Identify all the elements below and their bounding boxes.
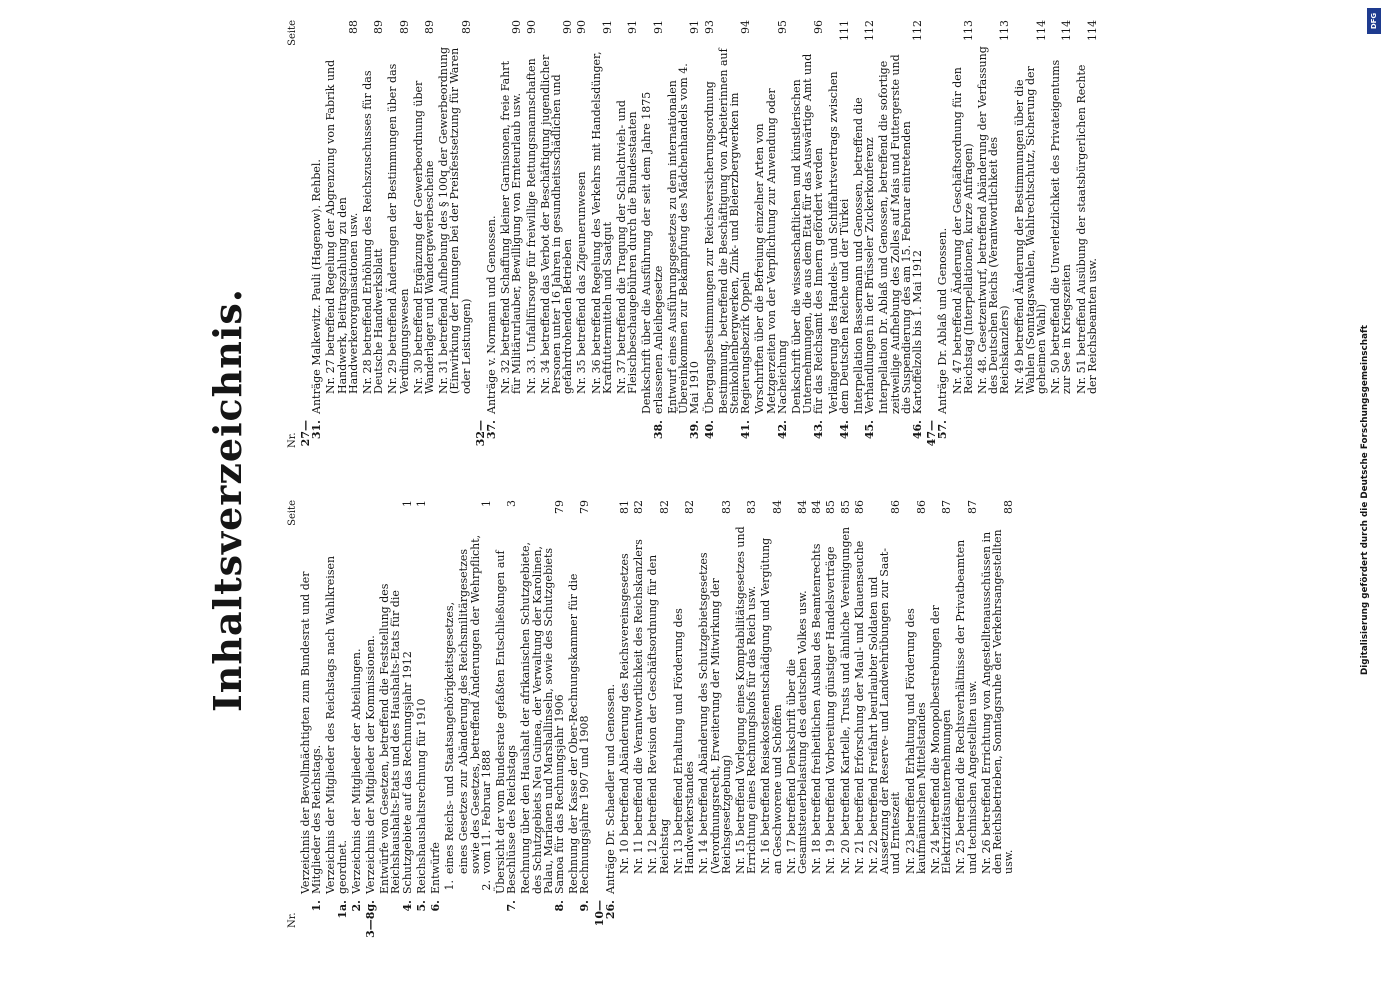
toc-entry	[351, 500, 362, 940]
entry-page: 79	[553, 500, 567, 514]
toc-entry	[325, 20, 359, 460]
toc-column-left	[283, 500, 1014, 940]
toc-entry	[760, 500, 782, 940]
column-header	[283, 500, 300, 940]
entry-title: Nr. 33. Unfallfürsorge für freiwillige Rettungsmannschaften	[524, 58, 538, 394]
entry-title: Bestimmung, betreffend die Beschäftigung von Arbeiterinnen auf Steinkohlenbergwerken, Zink- und Bleierzbergwerken im Regierungsbezirk Oppeln	[716, 48, 753, 414]
entry-title: Nr. 37 betreffend die Tragung der Schlachtvieh- und Fleischbeschaugebühren durch die Bundesstaaten	[615, 100, 640, 394]
entry-number: 3—8g.	[364, 900, 378, 938]
toc-entry	[520, 500, 565, 940]
nr-header: Nr.	[287, 432, 298, 448]
dfg-logo	[1367, 8, 1381, 34]
entry-title: Entwürfe von Gesetzen, betreffend die Feststellung des Reichshaushalts-Etats und des Haushalts-Etats für die Schutzgebiete auf das Rechnungsjahr 1912	[378, 583, 414, 894]
entry-title: Verzeichnis der Mitglieder der Abteilungen.	[349, 648, 363, 894]
toc-entry	[540, 20, 574, 460]
entry-page: 1	[400, 500, 414, 507]
entry-page: 84	[810, 500, 824, 514]
entry-number: 2.	[349, 900, 363, 912]
toc-entry	[475, 20, 497, 460]
toc-entry	[704, 20, 715, 460]
entry-page: 86	[889, 500, 903, 514]
toc-entry	[413, 20, 435, 460]
entry-title: Nr. 17 betreffend Denkschrift über die Gesamtsteuerbelastung des deutschen Volkes usw.	[784, 590, 809, 874]
entry-number: 1a.	[335, 900, 349, 919]
entry-title: Verzeichnis der Mitglieder des Reichstags nach Wahlkreisen geordnet.	[324, 555, 349, 894]
toc-entry	[905, 500, 927, 940]
entry-page: 112	[863, 20, 877, 41]
entry-title: Nr. 31 betreffend Aufhebung des § 100q der Gewerbeordnung (Einwirkung der Innungen bei der Preisfestsetzung für Waren oder Leistungen)	[437, 46, 473, 394]
toc-entry	[458, 500, 492, 940]
entry-number: 8.	[553, 900, 567, 912]
entry-number: 44.	[837, 420, 851, 440]
toc-entry	[718, 20, 752, 460]
toc-entry	[930, 500, 952, 940]
entry-title: Nr. 34 betreffend das Verbot der Beschäftigung jugendlicher Personen unter 16 Jahren in gesundheitsschädlichen und gefahrdrohenden Betrieben	[538, 54, 575, 394]
entry-title: Nr. 50 betreffend die Unverletzlichkeit des Privateigentums zur See in Kriegszeiten	[1049, 59, 1074, 394]
entry-page: 93	[702, 20, 716, 34]
entry-page: 89	[423, 20, 437, 34]
entry-page: 96	[812, 20, 826, 34]
toc-entry	[735, 500, 757, 940]
entry-title: Anträge Malkewitz. Pauli (Hagenow). Rehbel.	[310, 159, 324, 414]
entry-title: Anträge Dr. Schaedler und Genossen.	[603, 684, 617, 894]
toc-entries-right	[300, 20, 1098, 460]
entry-title: Nr. 30 betreffend Ergänzung der Gewerbeordnung über Wanderlager und Wandergewerbescheine	[411, 80, 437, 394]
entry-number: 6.	[429, 900, 443, 912]
dfg-logo-text: DFG	[1370, 12, 1378, 30]
entry-page: 89	[397, 20, 411, 34]
page-title: Inhaltsverzeichnis.	[205, 288, 250, 712]
entry-title: Nr. 11 betreffend die Verantwortlichkeit des Reichskanzlers	[632, 539, 646, 874]
entry-page: 90	[510, 20, 524, 34]
entry-title: Entwurf eines Ausführungsgesetzes zu dem internationalen Übereinkommen zur Bekämpfung des Mädchenhandels vom 4. Mai 1910	[665, 63, 702, 414]
toc-entry	[500, 20, 522, 460]
entry-number: 27—31.	[299, 420, 324, 447]
entry-title: Anträge v. Normann und Genossen.	[485, 215, 499, 414]
toc-entry	[977, 20, 1011, 460]
entry-title: Nr. 16 betreffend Reisekostenentschädigung und Vergütung an Geschworene und Schöffen	[759, 537, 784, 874]
entry-title: Rechnung der Kasse der Ober-Rechnungskammer für die Rechnungsjahre 1907 und 1908	[567, 573, 592, 894]
entry-title: Nr. 20 betreffend Kartelle, Trusts und ähnliche Vereinigungen	[838, 526, 852, 874]
entry-page: 91	[651, 20, 665, 34]
entry-number: 7.	[505, 900, 519, 912]
toc-entry	[300, 20, 322, 460]
entry-title: Nr. 19 betreffend Vorbereitung günstiger Handelsverträge	[824, 546, 838, 874]
entry-title: Nr. 14 betreffend Abänderung des Schutzgebietsgesetzes (Verordnungsrecht, Erweiterung der Mitwirkung der Reichsgesetzgebung)	[697, 552, 733, 874]
toc-entry	[300, 500, 322, 940]
toc-entry	[591, 20, 613, 460]
toc-entry	[828, 20, 850, 460]
entry-page: 113	[961, 20, 975, 41]
toc-entry	[387, 20, 409, 460]
entry-page: 88	[346, 20, 360, 34]
toc-entry	[853, 20, 875, 460]
entry-page: 89	[372, 20, 386, 34]
entry-page: 85	[838, 500, 852, 514]
entry-title: Rechnung über den Haushalt der afrikanischen Schutzgebiete, des Schutzgebiets Neu Guinea, der Verwaltung der Karolinen, Palau, Marianen und Marshallinseln, sowie des Schutzgebiets Samoa für das Rechnungsjahr 1906	[519, 542, 567, 894]
toc-entry	[647, 500, 669, 940]
entry-title: Nr. 48. Gesetzentwurf, betreffend Abänderung der Verfassung des Deutschen Reichs (Verantwortlichkeit des Reichskanzlers)	[975, 46, 1012, 394]
entry-title: eines Reichs- und Staatsangehörigkeitsgesetzes,	[443, 601, 457, 874]
entry-title: Nr. 22 betreffend Freifahrt beurlaubter Soldaten und Aussetzung der Reserve- und Landwehrübungen zur Saat- und Ernteszeit	[866, 547, 903, 874]
entry-title: eines Gesetzes zur Abänderung des Reichsmilitärgesetzes sowie des Gesetzes, betreffend Änderungen der Wehrpflicht, vom 11. Februar 1888	[457, 534, 493, 874]
toc-entries-left	[300, 500, 1014, 940]
entry-page: 87	[965, 500, 979, 514]
entry-number: 43.	[812, 420, 826, 440]
toc-entry	[362, 20, 384, 460]
entry-number: 41.	[739, 420, 753, 440]
entry-page: 90	[575, 20, 589, 34]
entry-title: Verzeichnis der Mitglieder der Kommissionen.	[364, 635, 378, 894]
toc-entry	[754, 20, 788, 460]
entry-page: 86	[914, 500, 928, 514]
entry-page: 91	[688, 20, 702, 34]
toc-entry	[811, 500, 822, 940]
toc-entry	[673, 500, 695, 940]
toc-entry	[325, 500, 347, 940]
entry-page: 95	[775, 20, 789, 34]
entry-title: Interpellation Dr. Ablaß und Genossen, betreffend die sofortige zeitweilige Aufhebung des Zolles auf Mais und Futtergerste und die Suspendierung des am 15. Februar eintretenden Kartoffelzolls bis 1. Mai 1912	[877, 54, 924, 414]
toc-entry	[495, 500, 517, 940]
entry-title: Nr. 25 betreffend die Rechtsverhältnisse der Privatbeamten und technischen Angestellten usw.	[954, 539, 979, 874]
toc-entry	[365, 500, 376, 940]
entry-page: 82	[683, 500, 697, 514]
entry-page: 1	[479, 500, 493, 507]
entry-number: 2.	[479, 880, 493, 891]
entry-number: 38.	[651, 420, 665, 440]
entry-title: Interpellation Bassermann und Genossen, betreffend die Verhandlungen in der Brüsseler Zuckerkonferenz	[851, 97, 877, 414]
entry-page: 86	[852, 500, 866, 514]
entry-page: 1	[414, 500, 428, 507]
toc-entry	[791, 20, 825, 460]
entry-title: Nr. 49 betreffend Änderung der Bestimmungen über die Wahlen (Sonntagswahlen, Wahlrechtschutz, Sicherung der geheimen Wahl)	[1012, 66, 1048, 394]
entry-page: 87	[940, 500, 954, 514]
toc-entry	[952, 20, 974, 460]
entry-title: Nr. 24 betreffend die Monopolbestrebungen der Elektrizitätsunternehmungen	[928, 605, 954, 874]
entry-title: Denkschrift über die wissenschaftlichen und künstlerischen Unternehmungen, die aus dem Etat für das Auswärtige Amt und für das Reichsamt des Innern gefördert werden	[789, 53, 826, 414]
toc-entry	[955, 500, 977, 940]
toc-entry	[786, 500, 808, 940]
entry-title: Vorschriften über die Befreiung einzelner Arten von Metzgerzeiten von der Verpflichtung zur Anwendung oder Nacheichung	[753, 88, 789, 414]
seite-header: Seite	[287, 500, 298, 526]
toc-entry	[633, 500, 644, 940]
entry-title: Nr. 51 betreffend Ausübung der staatsbürgerlichen Rechte der Reichsbeamten usw.	[1074, 64, 1099, 394]
entry-title: Nr. 35 betreffend das Zigeunerunwesen	[575, 171, 589, 394]
entry-title: Denkschrift über die Ausführung der seit dem Jahre 1875 erlassenen Anleihegesetze	[640, 91, 665, 414]
entry-page: 79	[578, 500, 592, 514]
entry-title: Nr. 18 betreffend freiheitlichen Ausbau des Beamtenrechts	[810, 543, 824, 874]
entry-title: Nr. 26 betreffend Errichtung von Angestelltenausschüssen in den Reichsbetrieben, Sonntagsruhe der Verkehrsangestellten usw.	[979, 529, 1016, 874]
toc-entry	[444, 500, 455, 940]
entry-title: Nr. 32 betreffend Schaffung kleiner Garnisonen, freie Fahrt für Militärurlauber, Bewilligung von Ernteurlaub usw.	[499, 61, 524, 394]
entry-page: 84	[795, 500, 809, 514]
entry-page: 82	[657, 500, 671, 514]
toc-entry	[568, 500, 590, 940]
toc-entry	[619, 500, 630, 940]
entry-page: 81	[618, 500, 632, 514]
entry-number: 45.	[863, 420, 877, 440]
entry-page: 113	[998, 20, 1012, 41]
entry-page: 88	[1002, 500, 1016, 514]
toc-entry	[1050, 20, 1072, 460]
entry-title: Nr. 23 betreffend Erhaltung und Förderung des kaufmännischen Mittelstandes	[903, 608, 928, 874]
toc-entry	[981, 500, 1015, 940]
entry-page: 114	[1085, 20, 1099, 41]
entry-title: Nr. 12 betreffend Revision der Geschäftsordnung für den Reichstag	[646, 554, 671, 874]
entry-page: 83	[745, 500, 759, 514]
entry-page: 90	[561, 20, 575, 34]
toc-entry	[641, 20, 663, 460]
entry-title: Nr. 15 betreffend Vorlegung eines Komptabilitätsgesetzes und Errichtung eines Rechnungshofs für das Reich usw.	[733, 526, 759, 874]
toc-entry	[878, 20, 923, 460]
entry-page: 82	[632, 500, 646, 514]
toc-entry	[416, 500, 427, 940]
entry-title: Anträge Dr. Ablaß und Genossen.	[936, 227, 950, 414]
nr-header: Nr.	[287, 912, 298, 928]
entry-title: Verzeichnis der Bevollmächtigten zum Bundesrat und der Mitglieder des Reichstags.	[299, 571, 324, 894]
entry-page: 112	[910, 20, 924, 41]
entry-page: 114	[1060, 20, 1074, 41]
entry-number: 39.	[688, 420, 702, 440]
entry-number: 5.	[414, 900, 428, 912]
toc-entry	[576, 20, 587, 460]
toc-entry	[430, 500, 441, 940]
entry-title: Nr. 36 betreffend Regelung des Verkehrs mit Handelsdünger, Kraftfuttermitteln und Saatgut	[589, 51, 614, 394]
entry-page: 91	[600, 20, 614, 34]
entry-number: 1.	[310, 900, 324, 912]
entry-page: 85	[824, 500, 838, 514]
entry-title: Übergangsbestimmungen zur Reichsversicherungsordnung	[702, 81, 716, 414]
toc-column-right	[283, 20, 1098, 460]
toc-entry	[667, 20, 701, 460]
entry-number: 42.	[775, 420, 789, 440]
entry-title: Reichshaushaltsrechnung für 1910	[414, 698, 428, 894]
digitization-note: Digitalisierung gefördert durch die Deutsche Forschungsgemeinschaft	[1360, 325, 1370, 676]
entry-title: Nr. 47 betreffend Änderung der Geschäftsordnung für den Reichstag (Interpellationen, kurze Anfragen)	[950, 67, 975, 394]
entry-title: Übersicht der vom Bundesrate gefaßten Entschließungen auf Beschlüsse des Reichstags	[494, 550, 519, 894]
toc-entry	[868, 500, 902, 940]
entry-title: Nr. 28 betreffend Erhöhung des Reichszuschusses für das Deutsche Handwerksblatt	[361, 70, 386, 394]
entry-page: 89	[459, 20, 473, 34]
entry-title: Entwürfe	[429, 842, 443, 894]
entry-number: 47—57.	[925, 420, 950, 447]
entry-title: Verlängerung des Handels- und Schiffahrtsvertrags zwischen dem Deutschen Reiche und der Türkei	[826, 71, 851, 414]
entry-page: 114	[1034, 20, 1048, 41]
entry-number: 46.	[910, 420, 924, 440]
toc-entry	[854, 500, 865, 940]
entry-title: Nr. 27 betreffend Regelung der Abgrenzung von Fabrik und Handwerk, Beitragszahlung zu den Handwerkerorganisationen usw.	[324, 59, 360, 394]
entry-title: Nr. 29 betreffend Änderungen der Bestimmungen über das Verdingungswesen	[386, 63, 411, 394]
entry-number: 9.	[578, 900, 592, 912]
toc-entry	[1076, 20, 1098, 460]
toc-entry	[526, 20, 537, 460]
entry-page: 94	[739, 20, 753, 34]
toc-entry	[825, 500, 836, 940]
entry-number: 4.	[400, 900, 414, 912]
entry-page: 111	[837, 20, 851, 41]
entry-number: 32—37.	[473, 420, 499, 447]
toc-entry	[926, 20, 948, 460]
entry-number: 40.	[702, 420, 716, 440]
column-header	[283, 20, 300, 460]
toc-entry	[1014, 20, 1048, 460]
entry-number: 10—26.	[592, 900, 617, 927]
toc-entry	[379, 500, 413, 940]
entry-number: 1.	[443, 880, 457, 891]
entry-page: 91	[626, 20, 640, 34]
toc-entry	[698, 500, 732, 940]
toc-entry	[840, 500, 851, 940]
toc-entry	[438, 20, 472, 460]
entry-page: 84	[770, 500, 784, 514]
entry-title: Nr. 13 betreffend Erhaltung und Förderung des Handwerkerstandes	[671, 608, 697, 874]
entry-page: 83	[719, 500, 733, 514]
toc-entry	[594, 500, 616, 940]
entry-title: Nr. 21 betreffend Erforschung der Maul- und Klauenseuche	[852, 540, 866, 874]
toc-entry	[616, 20, 638, 460]
seite-header: Seite	[287, 20, 298, 46]
entry-page: 90	[524, 20, 538, 34]
entry-title: Nr. 10 betreffend Abänderung des Reichsvereinsgesetzes	[618, 553, 632, 874]
entry-page: 3	[505, 500, 519, 507]
